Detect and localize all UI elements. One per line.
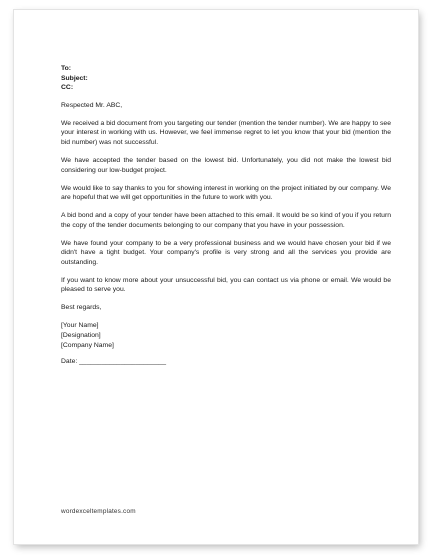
closing: Best regards, [61, 304, 102, 312]
paragraph-3: We would like to say thanks to you for showing interest in working on the project initiated by our company. We are hopeful that we will get opportunities in the future to work with you. [61, 184, 391, 202]
paragraph-6: If you want to know more about your unsuccessful bid, you can contact us via phone or email. We would be pleased to serve you. [61, 276, 391, 294]
signature-name: [Your Name] [61, 322, 99, 330]
signature-company: [Company Name] [61, 341, 114, 349]
paragraph-1: We received a bid document from you targeting our tender (mention the tender number). We are happy to see your interest in working with us. However, we feel immense regret to let you know that your bid (mention the bid number) was not successful. [61, 119, 391, 146]
document-page [14, 10, 418, 544]
footer-site-text: wordexceltemplates.com [61, 508, 136, 515]
paragraph-4: A bid bond and a copy of your tender have been attached to this email. It would be so kind of you if you return the copy of the tender documents belonging to our company that you have in your possession. [61, 212, 391, 229]
date-line: Date: _______________________ [61, 358, 167, 366]
letter-body [61, 64, 391, 367]
signature-designation: [Designation] [61, 332, 101, 339]
cc-label: CC: [61, 84, 74, 92]
paragraph-5: We have found your company to be a very professional business and we would have chosen your bid if we didn't have a tight budget. Your company's profile is very strong and all the services you provide are outstanding. [61, 239, 391, 266]
paragraph-2: We have accepted the tender based on the lowest bid. Unfortunately, you did not make the lowest bid considering our low-budget project. [61, 156, 391, 174]
salutation: Respected Mr. ABC, [61, 101, 123, 109]
subject-label: Subject: [61, 74, 88, 82]
to-label: To: [61, 65, 72, 72]
